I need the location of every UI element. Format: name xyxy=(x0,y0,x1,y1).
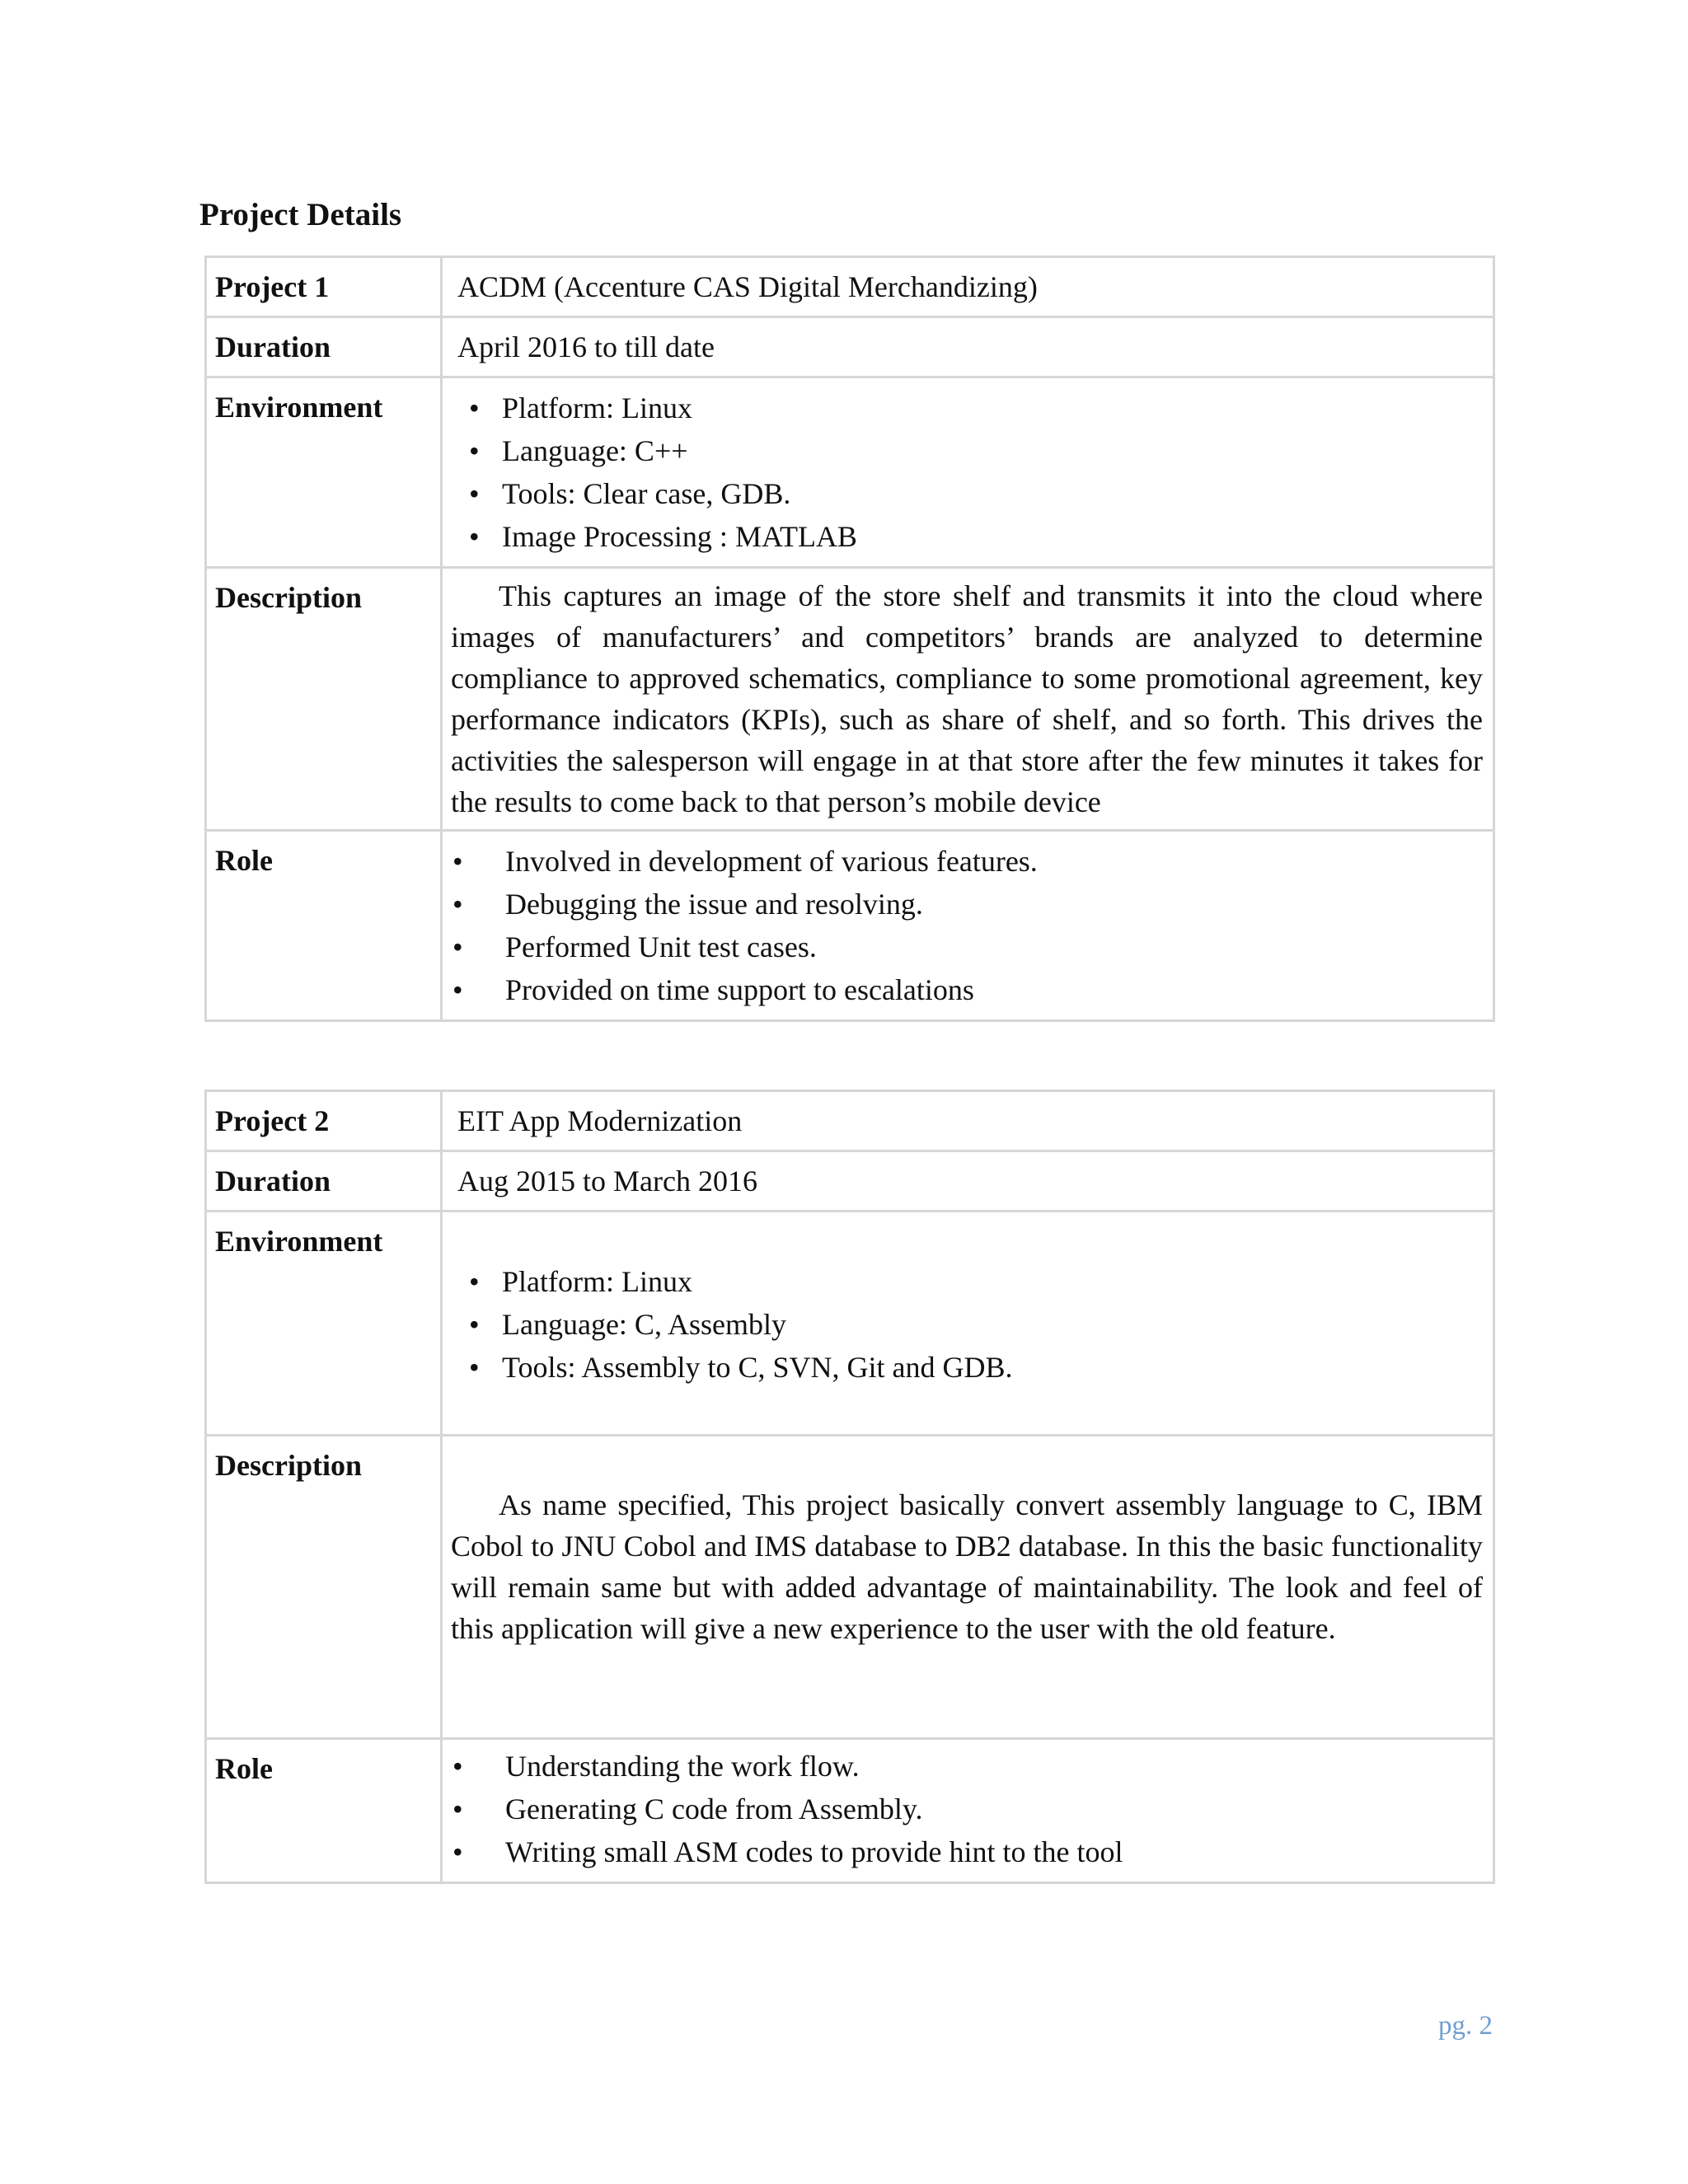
description-value xyxy=(442,568,1494,831)
role-list xyxy=(446,840,1483,1011)
list-item: • Tools: Clear case, GDB. xyxy=(457,472,1483,515)
page-number: pg. 2 xyxy=(1438,2011,1493,2041)
role-value xyxy=(442,831,1494,1021)
description-row xyxy=(206,568,1494,831)
project-label: Project 2 xyxy=(206,1091,442,1151)
section-title: Project Details xyxy=(199,197,402,232)
role-label: Role xyxy=(206,1739,442,1883)
role-label: Role xyxy=(206,831,442,1021)
list-item: • Debugging the issue and resolving. xyxy=(446,883,1483,926)
description-value xyxy=(442,1436,1494,1739)
role-row xyxy=(206,1739,1494,1883)
role-list xyxy=(446,1745,1483,1873)
list-item: • Language: C++ xyxy=(457,429,1483,472)
description-row xyxy=(206,1436,1494,1739)
environment-list xyxy=(457,1260,1483,1389)
environment-row xyxy=(206,377,1494,568)
description-label: Description xyxy=(206,1436,442,1739)
project-row xyxy=(206,257,1494,317)
environment-label: Environment xyxy=(206,377,442,568)
list-item: • Platform: Linux xyxy=(457,1260,1483,1303)
duration-value: April 2016 to till date xyxy=(442,317,1494,377)
environment-value xyxy=(442,377,1494,568)
list-item: • Involved in development of various features. xyxy=(446,840,1483,883)
list-item: • Writing small ASM codes to provide hint to the tool xyxy=(446,1830,1483,1873)
description-label: Description xyxy=(206,568,442,831)
duration-value: Aug 2015 to March 2016 xyxy=(442,1151,1494,1212)
list-item: • Tools: Assembly to C, SVN, Git and GDB. xyxy=(457,1346,1483,1389)
environment-list xyxy=(457,387,1483,558)
list-item: • Performed Unit test cases. xyxy=(446,926,1483,968)
environment-row xyxy=(206,1212,1494,1436)
role-value xyxy=(442,1739,1494,1883)
project-label: Project 1 xyxy=(206,257,442,317)
duration-row xyxy=(206,1151,1494,1212)
list-item: • Platform: Linux xyxy=(457,387,1483,429)
role-row xyxy=(206,831,1494,1021)
description-text: This captures an image of the store shelf and transmits it into the cloud where images of manufacturers’ and competitors’ brands are analyzed to determine compliance to approved schematics, compliance to some promotional agreement, key performance indicators (KPIs), such as share of shelf, and so forth. This drives the activities the salesperson will engage in at that store after the few minutes it takes for the results to come back to that person’s mobile device xyxy=(451,579,1483,818)
list-item: • Understanding the work flow. xyxy=(446,1745,1483,1788)
duration-label: Duration xyxy=(206,317,442,377)
project-value: ACDM (Accenture CAS Digital Merchandizing) xyxy=(442,257,1494,317)
environment-value xyxy=(442,1212,1494,1436)
project-table-1 xyxy=(204,255,1495,1022)
list-item: • Language: C, Assembly xyxy=(457,1303,1483,1346)
list-item: • Image Processing : MATLAB xyxy=(457,515,1483,558)
description-text: As name specified, This project basically convert assembly language to C, IBM Cobol to JNU Cobol and IMS database to DB2 database. In this the basic functionality will remain same but with added advantage of maintainability. The look and feel of this application will give a new experience to the user with the old feature. xyxy=(451,1488,1483,1645)
project-row xyxy=(206,1091,1494,1151)
environment-label: Environment xyxy=(206,1212,442,1436)
project-value: EIT App Modernization xyxy=(442,1091,1494,1151)
list-item: • Generating C code from Assembly. xyxy=(446,1788,1483,1830)
project-table-2 xyxy=(204,1090,1495,1884)
list-item: • Provided on time support to escalations xyxy=(446,968,1483,1011)
duration-label: Duration xyxy=(206,1151,442,1212)
duration-row xyxy=(206,317,1494,377)
